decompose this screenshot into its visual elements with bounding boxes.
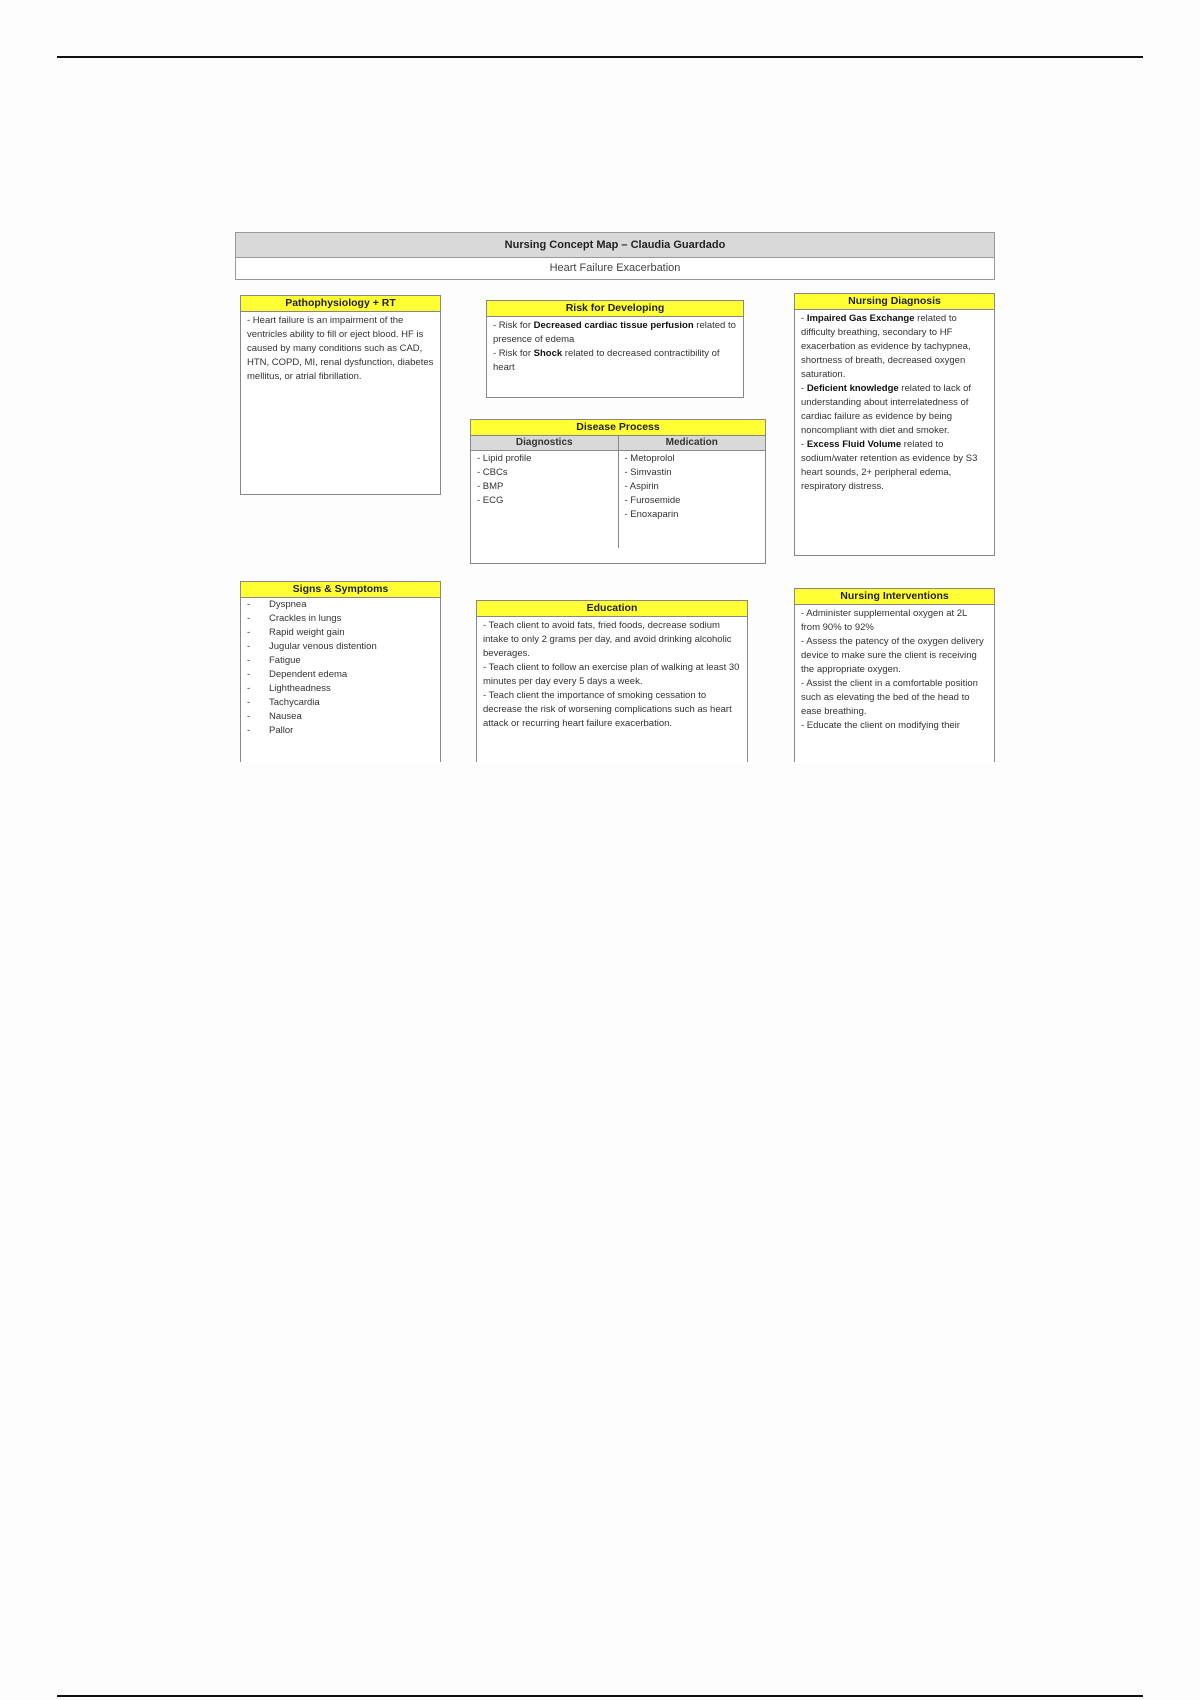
medication-item: - Metoprolol: [624, 453, 675, 464]
signs-symptoms-heading: Signs & Symptoms: [241, 582, 440, 598]
education-item: - Teach client the importance of smoking cessation to decrease the risk of worsening complications such as heart attack or recurring heart failure exacerbation.: [483, 690, 732, 729]
education-item: - Teach client to avoid fats, fried foods, decrease sodium intake to only 2 grams per day, and avoid drinking alcoholic beverages.: [483, 620, 732, 659]
disease-process-box: [470, 419, 766, 564]
diagnostics-heading: Diagnostics: [471, 436, 618, 451]
medication-item: - Aspirin: [624, 481, 659, 492]
intervention-item: - Educate the client on modifying their: [801, 720, 960, 731]
symptom-item: - Dyspnea: [241, 598, 440, 612]
signs-symptoms-box: [240, 581, 441, 762]
document-title: Nursing Concept Map – Claudia Guardado: [236, 233, 994, 258]
title-banner: [235, 232, 995, 280]
disease-process-heading: Disease Process: [471, 420, 765, 436]
medication-heading: Medication: [619, 436, 766, 451]
medication-item: - Enoxaparin: [624, 509, 679, 520]
medication-column: [618, 436, 766, 548]
symptom-item: - Nausea: [241, 710, 440, 724]
risk-item: - Risk for Decreased cardiac tissue perfusion related to presence of edema: [493, 320, 736, 345]
pathophysiology-heading: Pathophysiology + RT: [241, 296, 440, 312]
symptom-item: - Tachycardia: [241, 696, 440, 710]
diagnostic-item: - Lipid profile: [477, 453, 532, 464]
diagnosis-item: - Deficient knowledge related to lack of understanding about interrelatedness of cardiac failure as evidence by being noncompliant with diet and smoker.: [801, 383, 972, 436]
intervention-item: - Assess the patency of the oxygen delivery device to make sure the client is receiving the appropriate oxygen.: [801, 636, 984, 675]
nursing-interventions-box: [794, 588, 995, 762]
diagnosis-item: - Excess Fluid Volume related to sodium/water retention as evidence by S3 heart sounds, 2+ peripheral edema, respiratory distress.: [801, 439, 978, 492]
page-bottom-rule: [57, 1695, 1143, 1697]
intervention-item: - Administer supplemental oxygen at 2L from 90% to 92%: [801, 608, 967, 633]
education-box: [476, 600, 748, 762]
concept-map: [0, 0, 1200, 780]
symptom-item: - Fatigue: [241, 654, 440, 668]
pathophysiology-box: [240, 295, 441, 495]
symptom-item: - Crackles in lungs: [241, 612, 440, 626]
intervention-item: - Assist the client in a comfortable position such as elevating the bed of the head to ease breathing.: [801, 678, 978, 717]
nursing-diagnosis-heading: Nursing Diagnosis: [795, 294, 994, 310]
risk-item: - Risk for Shock related to decreased contractibility of heart: [493, 348, 720, 373]
risk-heading: Risk for Developing: [487, 301, 743, 317]
medication-item: - Simvastin: [624, 467, 672, 478]
diagnostics-column: [471, 436, 618, 548]
education-heading: Education: [477, 601, 747, 617]
diagnostic-item: - BMP: [477, 481, 504, 492]
symptom-item: - Jugular venous distention: [241, 640, 440, 654]
nursing-diagnosis-box: [794, 293, 995, 556]
diagnostic-item: - CBCs: [477, 467, 508, 478]
symptom-item: - Rapid weight gain: [241, 626, 440, 640]
medication-item: - Furosemide: [624, 495, 681, 506]
diagnostic-item: - ECG: [477, 495, 504, 506]
diagnosis-item: - Impaired Gas Exchange related to difficulty breathing, secondary to HF exacerbation as evidence by tachypnea, shortness of breath, decreased oxygen saturation.: [801, 313, 971, 380]
nursing-interventions-heading: Nursing Interventions: [795, 589, 994, 605]
education-item: - Teach client to follow an exercise plan of walking at least 30 minutes per day every 5 days a week.: [483, 662, 740, 687]
symptom-item: - Dependent edema: [241, 668, 440, 682]
symptom-item: - Lightheadness: [241, 682, 440, 696]
risk-box: [486, 300, 744, 398]
symptom-item: - Pallor: [241, 724, 440, 738]
pathophysiology-text: - Heart failure is an impairment of the ventricles ability to fill or eject blood. HF is caused by many conditions such as CAD, HTN, COPD, MI, renal dysfunction, diabetes mellitus, or atrial fibrillation.: [247, 315, 434, 382]
document-subtitle: Heart Failure Exacerbation: [549, 262, 681, 274]
